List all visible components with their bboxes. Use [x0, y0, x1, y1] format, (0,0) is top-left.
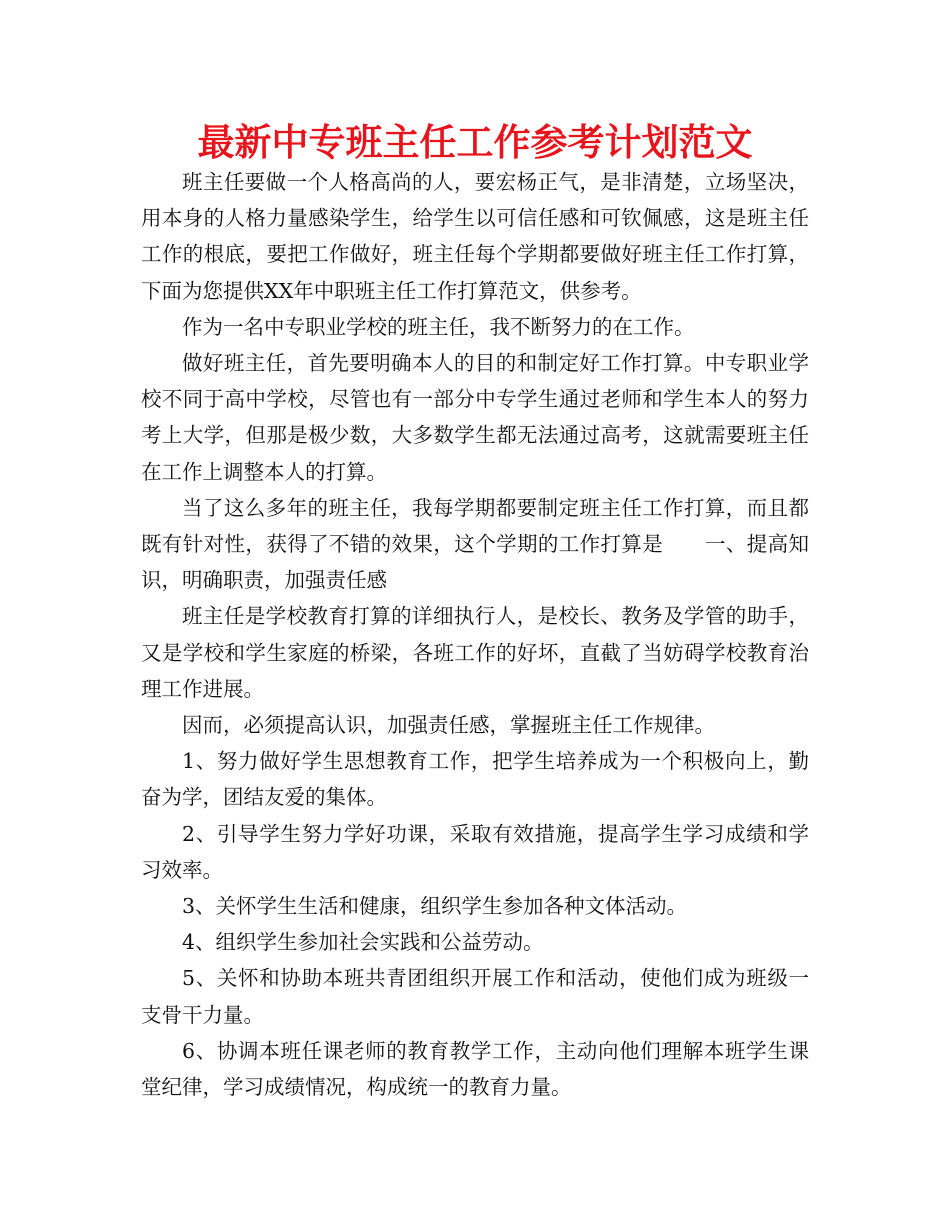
document-title: 最新中专班主任工作参考计划范文	[197, 121, 753, 164]
paragraph-awareness: 因而，必须提高认识，加强责任感，掌握班主任工作规律。	[182, 713, 715, 738]
list-item-5: 5、关怀和协助本班共青团组织开展工作和活动，使他们成为班级一支骨干力量。	[141, 966, 809, 1027]
list-item-3: 3、关怀学生生活和健康，组织学生参加各种文体活动。	[182, 894, 688, 919]
paragraph-goals: 做好班主任，首先要明确本人的目的和制定好工作打算。中专职业学校不同于高中学校，尽管也有一部分中专学生通过老师和学生本人的努力考上大学，但那是极少数，大多数学生都无法通过高考，这就需要班主任在工作上调整本人的打算。	[141, 351, 809, 484]
paragraph-intro: 班主任要做一个人格高尚的人，要宏杨正气，是非清楚，立场坚决，用本身的人格力量感染学生，给学生以可信任感和可钦佩感，这是班主任工作的根底，要把工作做好，班主任每个学期都要做好班主任工作打算，下面为您提供XX年中职班主任工作打算范文，供参考。	[141, 170, 809, 303]
paragraph-role: 作为一名中专职业学校的班主任，我不断努力的在工作。	[182, 314, 695, 339]
list-item-4: 4、组织学生参加社会实践和公益劳动。	[182, 930, 544, 955]
list-item-2: 2、引导学生努力学好功课，采取有效措施，提高学生学习成绩和学习效率。	[141, 821, 809, 882]
list-item-1: 1、努力做好学生思想教育工作，把学生培养成为一个积极向上，勤奋为学，团结友爱的集体。	[141, 749, 809, 810]
paragraph-plan: 当了这么多年的班主任，我每学期都要制定班主任工作打算，而且都既有针对性，获得了不错的效果，这个学期的工作打算是 一、提高知识，明确职责，加强责任感	[141, 495, 809, 593]
list-item-6: 6、协调本班任课老师的教育教学工作，主动向他们理解本班学生课堂纪律，学习成绩情况，构成统一的教育力量。	[141, 1038, 809, 1100]
document-body	[141, 164, 809, 1105]
paragraph-responsibility: 班主任是学校教育打算的详细执行人，是校长、教务及学管的助手，又是学校和学生家庭的桥梁，各班工作的好坏，直截了当妨碍学校教育治理工作进展。	[141, 604, 809, 701]
